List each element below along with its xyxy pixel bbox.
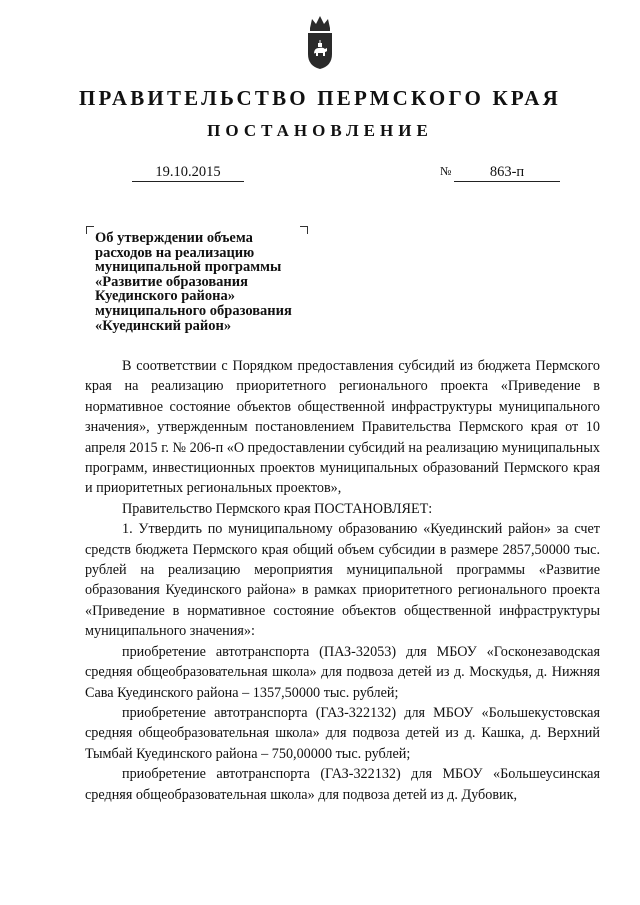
subject-line: Куединского района»: [95, 288, 235, 305]
purchase-item: приобретение автотранспорта (ГАЗ-322132) для МБОУ «Большекустовская средняя общеобразовательная школа» для подвоза детей из д. Кашка, д. Верхний Тымбай Куединского района – 750,00000 тыс. рублей;: [85, 704, 600, 762]
subject-line: муниципального образования: [95, 302, 292, 319]
document-subject: [95, 231, 335, 333]
subject-corner-mark-left: [86, 226, 94, 234]
subject-line: «Куединский район»: [95, 317, 232, 334]
subject-line: «Развитие образования: [95, 273, 248, 290]
organization-title: ПРАВИТЕЛЬСТВО ПЕРМСКОГО КРАЯ: [78, 86, 561, 110]
subject-line: муниципальной программы: [95, 259, 282, 276]
subject-line: Об утверждении объема: [95, 230, 253, 246]
resolution-clause: Правительство Пермского края ПОСТАНОВЛЯЕТ:: [122, 500, 433, 517]
purchase-item: приобретение автотранспорта (ГАЗ-322132) для МБОУ «Большеусинская средняя общеобразовательная школа» для подвоза детей из д. Дубовик,: [85, 766, 600, 803]
subject-line: расходов на реализацию: [95, 244, 255, 261]
preamble-paragraph: В соответствии с Порядком предоставления субсидий из бюджета Пермского края на реализацию приоритетного регионального проекта «Приведение в нормативное состояние объектов общественной инфраструктуры муниципального значения», утвержденным постановлением Правительства Пермского края от 10 апреля 2015 г. № 206-п «О предоставлении субсидий на реализацию муниципальных программ, инвестиционных проектов муниципальных образований Пермского края и приоритетных региональных проектов»,: [85, 358, 600, 497]
item-1-paragraph: 1. Утвердить по муниципальному образованию «Куединский район» за счет средств бюджета Пермского края общий объем субсидии в размере 2857,50000 тыс. рублей на реализацию мероприятия муниципальной программы «Развитие образования Куединского района» в рамках приоритетного регионального проекта «Приведение в нормативное состояние объектов общественной инфраструктуры муниципального значения»:: [85, 521, 600, 640]
number-sign: №: [440, 164, 452, 178]
document-date: 19.10.2015: [132, 163, 244, 182]
document-number: 863-п: [454, 163, 560, 182]
document-type: ПОСТАНОВЛЕНИЕ: [207, 121, 433, 140]
purchase-item: приобретение автотранспорта (ПАЗ-32053) для МБОУ «Госконезаводская средняя общеобразовательная школа» для подвоза детей из д. Москудья, д. Нижняя Сава Куединского района – 1357,50000 тыс. рублей;: [85, 643, 600, 701]
coat-of-arms-icon: [305, 14, 335, 70]
document-body: [85, 356, 600, 805]
